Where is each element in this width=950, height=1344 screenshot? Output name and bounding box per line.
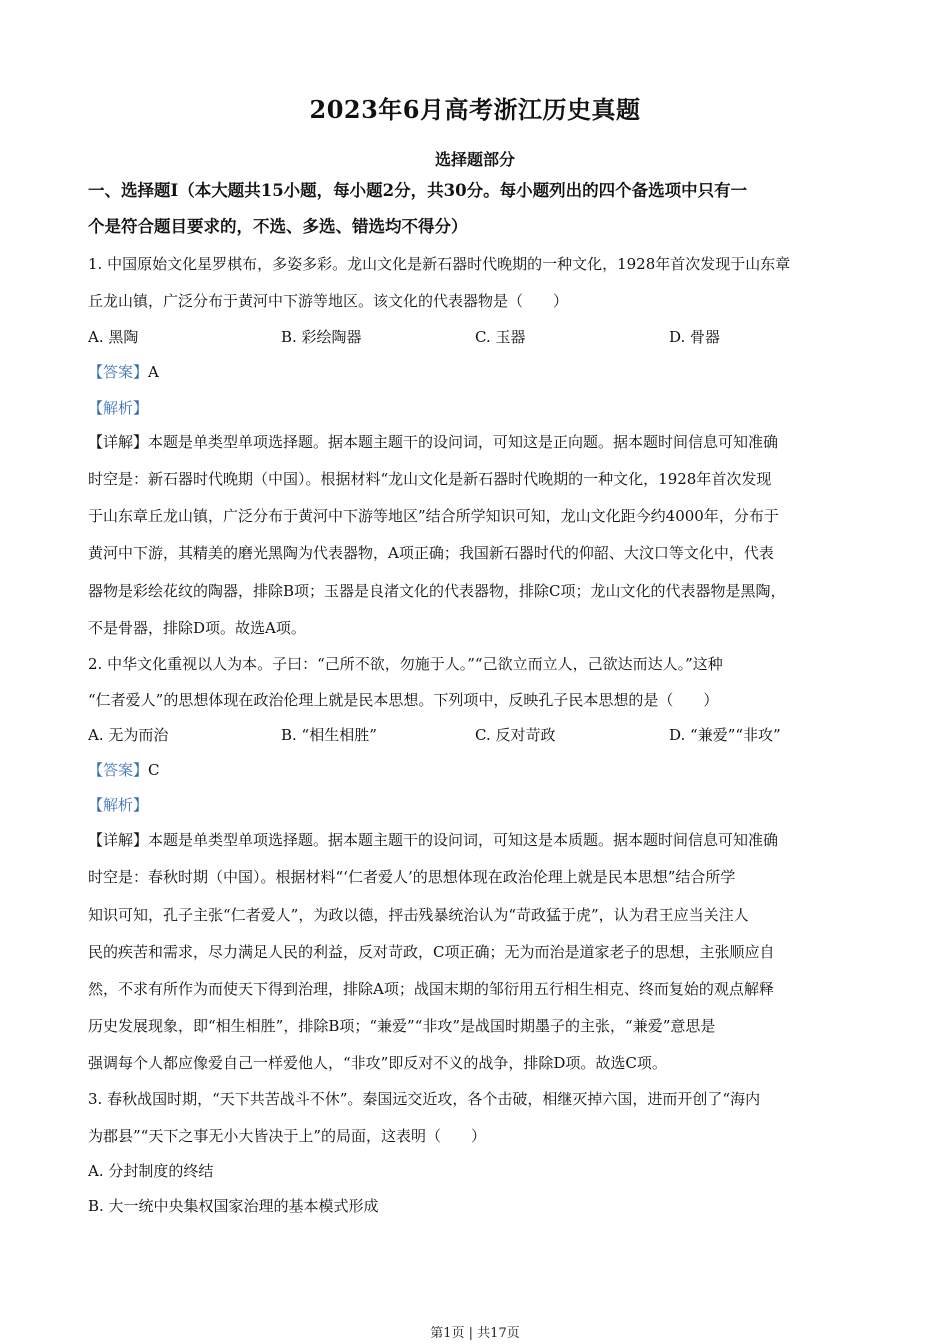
q2-option-d: D. “兼爱”“非攻” xyxy=(669,726,781,744)
q2-detail-line1 xyxy=(88,830,778,850)
answer-tag: 【答案】 xyxy=(88,761,149,779)
q2-detail-line3: 知识可知，孔子主张“仁者爱人”，为政以德，抨击残暴统治认为“苛政猛于虎”，认为君王应当关注人 xyxy=(88,906,749,924)
q1-detail-line5: 器物是彩绘花纹的陶器，排除B项；玉器是良渚文化的代表器物，排除C项；龙山文化的代表器物是黑陶， xyxy=(88,582,786,600)
q2-detail-line4: 民的疾苦和需求，尽力满足人民的利益，反对苛政，C项正确；无为而治是道家老子的思想，主张顺应自 xyxy=(88,943,775,961)
q1-option-c: C. 玉器 xyxy=(475,328,526,346)
section-instructions xyxy=(88,173,868,245)
analysis-tag: 【解析】 xyxy=(88,399,149,417)
q2-detail-line7: 强调每个人都应像爱自己一样爱他人，“非攻”即反对不义的战争，排除D项。故选C项。 xyxy=(88,1054,667,1072)
analysis-tag: 【解析】 xyxy=(88,796,149,814)
section-instructions-line2: 个是符合题目要求的，不选、多选、错选均不得分） xyxy=(88,217,468,236)
q1-analysis xyxy=(88,398,148,418)
q1-detail-line1 xyxy=(88,432,778,452)
q2-detail-line5: 然，不求有所作为而使天下得到治理，排除A项；战国末期的邹衍用五行相生相克、终而复始的观点解释 xyxy=(88,980,774,998)
detail-tag: 【详解】 xyxy=(88,831,149,849)
q3-option-b: B. 大一统中央集权国家治理的基本模式形成 xyxy=(88,1197,379,1215)
detail-text: 本题是单类型单项选择题。据本题主题干的设问词，可知这是本质题。据本题时间信息可知准确 xyxy=(148,831,779,849)
q1-stem-line2: 丘龙山镇，广泛分布于黄河中下游等地区。该文化的代表器物是（ ） xyxy=(88,292,569,310)
q2-answer xyxy=(88,760,160,780)
q1-detail-line4: 黄河中下游，其精美的磨光黑陶为代表器物，A项正确；我国新石器时代的仰韶、大汶口等文化中，代表 xyxy=(88,544,774,562)
q2-detail-line6: 历史发展现象，即“相生相胜”，排除B项；“兼爱”“非攻”是战国时期墨子的主张，“兼爱”意思是 xyxy=(88,1017,716,1035)
q1-answer xyxy=(88,362,159,382)
answer-tag: 【答案】 xyxy=(88,363,149,381)
page-title: 2023年6月高考浙江历史真题 xyxy=(309,95,641,124)
q2-analysis xyxy=(88,795,148,815)
q1-detail-line2: 时空是：新石器时代晚期（中国）。根据材料“龙山文化是新石器时代晚期的一种文化，1928年首次发现 xyxy=(88,470,772,488)
section-instructions-line1: 一、选择题Ⅰ（本大题共15小题，每小题2分，共30分。每小题列出的四个备选项中只有一 xyxy=(88,181,748,200)
q2-stem-line2: “仁者爱人”的思想体现在政治伦理上就是民本思想。下列项中，反映孔子民本思想的是（ ） xyxy=(88,691,719,709)
q2-option-b: B. “相生相胜” xyxy=(281,726,377,744)
q1-detail-line3: 于山东章丘龙山镇，广泛分布于黄河中下游等地区”结合所学知识可知，龙山文化距今约4000年，分布于 xyxy=(88,507,779,525)
q2-option-a: A. 无为而治 xyxy=(88,726,169,744)
q3-stem-line1: 3. 春秋战国时期，“天下共苦战斗不休”。秦国远交近攻，各个击破，相继灭掉六国，进而开创了“海内 xyxy=(88,1090,761,1108)
q2-option-c: C. 反对苛政 xyxy=(475,726,556,744)
page-footer: 第1页 | 共17页 xyxy=(430,1326,520,1341)
q1-option-d: D. 骨器 xyxy=(669,328,721,346)
q1-option-b: B. 彩绘陶器 xyxy=(281,328,362,346)
q3-option-a: A. 分封制度的终结 xyxy=(88,1162,214,1180)
detail-text: 本题是单类型单项选择题。据本题主题干的设问词，可知这是正向题。据本题时间信息可知准确 xyxy=(148,433,779,451)
q1-detail-line6: 不是骨器，排除D项。故选A项。 xyxy=(88,619,306,637)
q3-stem-line2: 为郡县”“天下之事无小大皆决于上”的局面，这表明（ ） xyxy=(88,1127,487,1145)
q2-stem-line1: 2. 中华文化重视以人为本。子曰：“己所不欲，勿施于人。”“己欲立而立人，己欲达而达人。”这种 xyxy=(88,655,723,673)
q1-stem-line1: 1. 中国原始文化星罗棋布，多姿多彩。龙山文化是新石器时代晚期的一种文化，1928年首次发现于山东章 xyxy=(88,255,791,273)
q2-detail-line2: 时空是：春秋时期（中国）。根据材料“‘仁者爱人’的思想体现在政治伦理上就是民本思想”结合所学 xyxy=(88,868,736,886)
answer-value: C xyxy=(148,761,160,779)
section-subtitle: 选择题部分 xyxy=(434,150,515,169)
answer-value: A xyxy=(148,363,159,381)
detail-tag: 【详解】 xyxy=(88,433,149,451)
q1-option-a: A. 黑陶 xyxy=(88,328,139,346)
